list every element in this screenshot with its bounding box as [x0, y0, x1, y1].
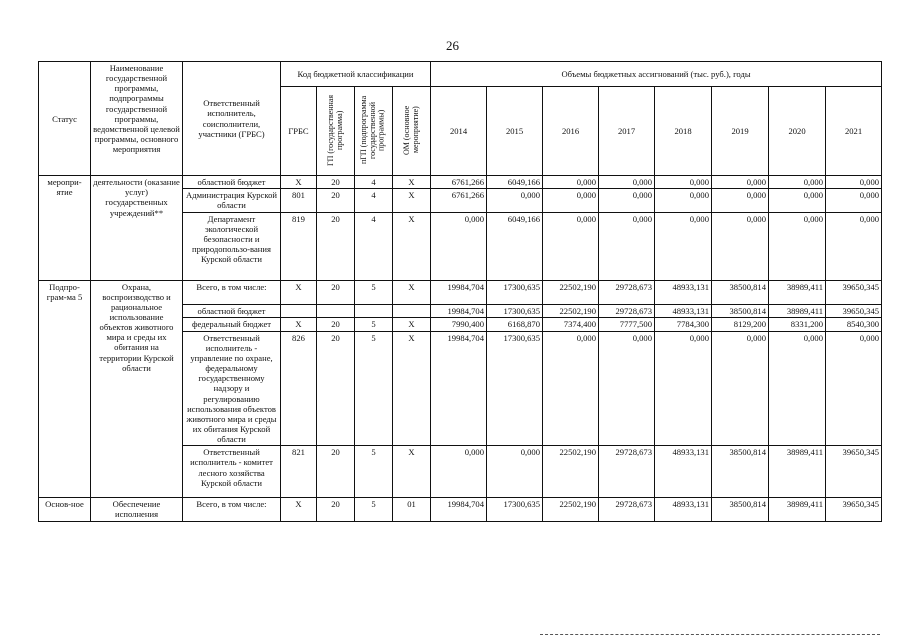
value-cell: 17300,635: [487, 280, 543, 304]
header-year: 2021: [826, 87, 882, 176]
grbs-cell: Х: [281, 280, 317, 304]
value-cell: 22502,190: [543, 304, 599, 317]
grbs-cell: Х: [281, 317, 317, 331]
value-cell: 38989,411: [769, 304, 826, 317]
value-cell: 8129,200: [712, 317, 769, 331]
grbs-cell: Х: [281, 498, 317, 521]
responsible-cell: Всего, в том числе:: [183, 280, 281, 304]
value-cell: 19984,704: [431, 304, 487, 317]
value-cell: 39650,345: [826, 446, 882, 498]
value-cell: 38500,814: [712, 280, 769, 304]
gp-cell: [317, 304, 355, 317]
pgp-cell: 5: [355, 331, 393, 446]
gp-cell: 20: [317, 331, 355, 446]
responsible-cell: областной бюджет: [183, 176, 281, 189]
pgp-cell: 5: [355, 446, 393, 498]
responsible-cell: Департамент экологической безопасности и природопользо-вания Курской области: [183, 212, 281, 280]
value-cell: 29728,673: [599, 446, 655, 498]
value-cell: 0,000: [826, 331, 882, 446]
value-cell: 0,000: [769, 212, 826, 280]
value-cell: 0,000: [431, 212, 487, 280]
value-cell: 6049,166: [487, 212, 543, 280]
value-cell: 0,000: [655, 331, 712, 446]
status-cell: меропри-ятие: [39, 176, 91, 280]
value-cell: 19984,704: [431, 331, 487, 446]
value-cell: 0,000: [655, 176, 712, 189]
gp-cell: 20: [317, 280, 355, 304]
gp-cell: 20: [317, 498, 355, 521]
value-cell: 0,000: [826, 176, 882, 189]
header-responsible: Ответственный исполнитель, соисполнители, участники (ГРБС): [183, 62, 281, 176]
value-cell: 22502,190: [543, 498, 599, 521]
header-name: Наименование государственной программы, подпрограммы государственной программы, ведомственной целевой программы, основного мероприятия: [91, 62, 183, 176]
om-cell: Х: [393, 317, 431, 331]
header-year: 2020: [769, 87, 826, 176]
value-cell: 29728,673: [599, 304, 655, 317]
budget-table: [38, 61, 882, 522]
value-cell: 38989,411: [769, 446, 826, 498]
footer-rule: [540, 634, 880, 635]
table-body: [39, 176, 882, 521]
value-cell: 48933,131: [655, 304, 712, 317]
value-cell: 39650,345: [826, 304, 882, 317]
value-cell: 19984,704: [431, 498, 487, 521]
value-cell: 7784,300: [655, 317, 712, 331]
value-cell: 0,000: [599, 331, 655, 446]
value-cell: 17300,635: [487, 331, 543, 446]
header-year: 2019: [712, 87, 769, 176]
name-cell: Обеспечение исполнения: [91, 498, 183, 521]
value-cell: 7374,400: [543, 317, 599, 331]
value-cell: 0,000: [712, 331, 769, 446]
value-cell: 0,000: [826, 212, 882, 280]
value-cell: 0,000: [431, 446, 487, 498]
value-cell: 39650,345: [826, 280, 882, 304]
name-cell: Охрана, воспроизводство и рациональное использование объектов животного мира и среды их обитания на территории Курской области: [91, 280, 183, 498]
value-cell: 19984,704: [431, 280, 487, 304]
header-year: 2014: [431, 87, 487, 176]
value-cell: 29728,673: [599, 280, 655, 304]
om-cell: Х: [393, 176, 431, 189]
value-cell: 0,000: [599, 189, 655, 212]
value-cell: 0,000: [769, 176, 826, 189]
responsible-cell: Администрация Курской области: [183, 189, 281, 212]
value-cell: 0,000: [487, 446, 543, 498]
grbs-cell: 801: [281, 189, 317, 212]
value-cell: 0,000: [599, 212, 655, 280]
value-cell: 48933,131: [655, 280, 712, 304]
pgp-cell: [355, 304, 393, 317]
responsible-cell: областной бюджет: [183, 304, 281, 317]
value-cell: 22502,190: [543, 446, 599, 498]
responsible-cell: Ответственный исполнитель - управление по охране, федеральному государственному надзору и регулированию использования объектов животного мира и среды их обитания Курской области: [183, 331, 281, 446]
value-cell: 0,000: [712, 176, 769, 189]
value-cell: 0,000: [769, 189, 826, 212]
status-cell: Основ-ное: [39, 498, 91, 521]
value-cell: 17300,635: [487, 304, 543, 317]
value-cell: 7777,500: [599, 317, 655, 331]
gp-cell: 20: [317, 446, 355, 498]
header-pgp: пГП (подпрограмма государственной программы): [355, 87, 393, 176]
value-cell: 38500,814: [712, 446, 769, 498]
value-cell: 6761,266: [431, 176, 487, 189]
value-cell: 7990,400: [431, 317, 487, 331]
gp-cell: 20: [317, 176, 355, 189]
om-cell: Х: [393, 331, 431, 446]
status-cell: Подпро-грам-ма 5: [39, 280, 91, 498]
value-cell: 0,000: [712, 189, 769, 212]
header-code-group: Код бюджетной классификации: [281, 62, 431, 87]
value-cell: 0,000: [599, 176, 655, 189]
value-cell: 0,000: [655, 212, 712, 280]
value-cell: 6761,266: [431, 189, 487, 212]
header-year: 2017: [599, 87, 655, 176]
header-year: 2018: [655, 87, 712, 176]
om-cell: 01: [393, 498, 431, 521]
value-cell: 0,000: [712, 212, 769, 280]
header-gp: ГП (государственная программа): [317, 87, 355, 176]
om-cell: [393, 304, 431, 317]
value-cell: 8540,300: [826, 317, 882, 331]
value-cell: 0,000: [543, 189, 599, 212]
name-cell: деятельности (оказание услуг) государственных учреждений**: [91, 176, 183, 280]
grbs-cell: 826: [281, 331, 317, 446]
value-cell: 0,000: [543, 212, 599, 280]
responsible-cell: Всего, в том числе:: [183, 498, 281, 521]
gp-cell: 20: [317, 317, 355, 331]
table-header: [39, 62, 882, 176]
pgp-cell: 5: [355, 317, 393, 331]
responsible-cell: федеральный бюджет: [183, 317, 281, 331]
pgp-cell: 4: [355, 212, 393, 280]
om-cell: Х: [393, 280, 431, 304]
value-cell: 39650,345: [826, 498, 882, 521]
pgp-cell: 5: [355, 498, 393, 521]
grbs-cell: Х: [281, 176, 317, 189]
value-cell: 6168,870: [487, 317, 543, 331]
value-cell: 38989,411: [769, 280, 826, 304]
grbs-cell: 821: [281, 446, 317, 498]
value-cell: 38500,814: [712, 498, 769, 521]
value-cell: 8331,200: [769, 317, 826, 331]
pgp-cell: 4: [355, 176, 393, 189]
header-status: Статус: [39, 62, 91, 176]
header-volume-group: Объемы бюджетных ассигнований (тыс. руб.), годы: [431, 62, 882, 87]
value-cell: 0,000: [655, 189, 712, 212]
grbs-cell: 819: [281, 212, 317, 280]
om-cell: Х: [393, 446, 431, 498]
pgp-cell: 5: [355, 280, 393, 304]
table-row: [39, 498, 882, 521]
pgp-cell: 4: [355, 189, 393, 212]
om-cell: Х: [393, 189, 431, 212]
header-year: 2015: [487, 87, 543, 176]
om-cell: Х: [393, 212, 431, 280]
header-om: ОМ (основное мероприятие): [393, 87, 431, 176]
value-cell: 48933,131: [655, 446, 712, 498]
gp-cell: 20: [317, 212, 355, 280]
header-year: 2016: [543, 87, 599, 176]
value-cell: 38500,814: [712, 304, 769, 317]
page-number: 26: [446, 38, 459, 53]
value-cell: 0,000: [769, 331, 826, 446]
value-cell: 38989,411: [769, 498, 826, 521]
value-cell: 0,000: [487, 189, 543, 212]
gp-cell: 20: [317, 189, 355, 212]
value-cell: 6049,166: [487, 176, 543, 189]
table-row: [39, 280, 882, 304]
value-cell: 17300,635: [487, 498, 543, 521]
value-cell: 0,000: [543, 331, 599, 446]
responsible-cell: Ответственный исполнитель - комитет лесного хозяйства Курской области: [183, 446, 281, 498]
grbs-cell: [281, 304, 317, 317]
value-cell: 22502,190: [543, 280, 599, 304]
value-cell: 0,000: [543, 176, 599, 189]
value-cell: 48933,131: [655, 498, 712, 521]
value-cell: 29728,673: [599, 498, 655, 521]
table-row: [39, 176, 882, 189]
header-grbs: ГРБС: [281, 87, 317, 176]
value-cell: 0,000: [826, 189, 882, 212]
